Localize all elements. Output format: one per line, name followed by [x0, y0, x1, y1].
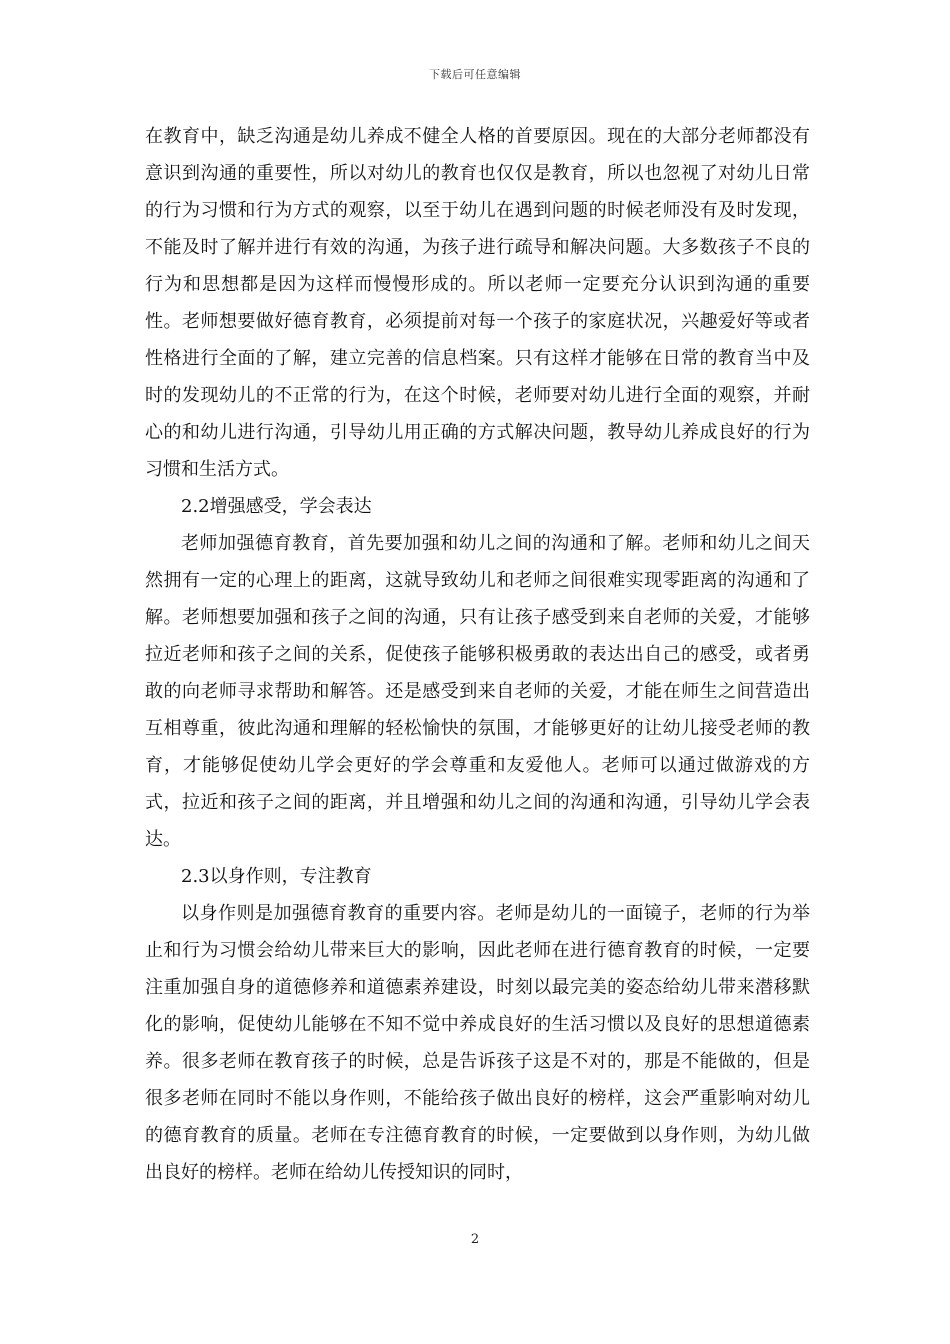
section-heading: 2.2增强感受，学会表达: [181, 496, 372, 517]
body-paragraph: 老师加强德育教育，首先要加强和幼儿之间的沟通和了解。老师和幼儿之间天然拥有一定的心理上的距离，这就导致幼儿和老师之间很难实现零距离的沟通和了解。老师想要加强和孩子之间的沟通，只有让孩子感受到来自老师的关爱，才能够拉近老师和孩子之间的关系，促使孩子能够积极勇敢的表达出自己的感受，或者勇敢的向老师寻求帮助和解答。还是感受到来自老师的关爱，才能在师生之间营造出互相尊重，彼此沟通和理解的轻松愉快的氛围，才能够更好的让幼儿接受老师的教育，才能够促使幼儿学会更好的学会尊重和友爱他人。老师可以通过做游戏的方式，拉近和孩子之间的距离，并且增强和幼儿之间的沟通和沟通，引导幼儿学会表达。: [145, 533, 810, 850]
body-paragraph: 在教育中，缺乏沟通是幼儿养成不健全人格的首要原因。现在的大部分老师都没有意识到沟通的重要性，所以对幼儿的教育也仅仅是教育，所以也忽视了对幼儿日常的行为习惯和行为方式的观察，以至于幼儿在遇到问题的时候老师没有及时发现，不能及时了解并进行有效的沟通，为孩子进行疏导和解决问题。大多数孩子不良的行为和思想都是因为这样而慢慢形成的。所以老师一定要充分认识到沟通的重要性。老师想要做好德育教育，必须提前对每一个孩子的家庭状况，兴趣爱好等或者性格进行全面的了解，建立完善的信息档案。只有这样才能够在日常的教育当中及时的发现幼儿的不正常的行为，在这个时候，老师要对幼儿进行全面的观察，并耐心的和幼儿进行沟通，引导幼儿用正确的方式解决问题，教导幼儿养成良好的行为习惯和生活方式。: [145, 126, 810, 480]
page-header-note: 下载后可任意编辑: [429, 68, 521, 81]
body-paragraph: 以身作则是加强德育教育的重要内容。老师是幼儿的一面镜子，老师的行为举止和行为习惯会给幼儿带来巨大的影响，因此老师在进行德育教育的时候，一定要注重加强自身的道德修养和道德素养建设，时刻以最完美的姿态给幼儿带来潜移默化的影响，促使幼儿能够在不知不觉中养成良好的生活习惯以及良好的思想道德素养。很多老师在教育孩子的时候，总是告诉孩子这是不对的，那是不能做的，但是很多老师在同时不能以身作则，不能给孩子做出良好的榜样，这会严重影响对幼儿的德育教育的质量。老师在专注德育教育的时候，一定要做到以身作则，为幼儿做出良好的榜样。老师在给幼儿传授知识的同时，: [145, 903, 810, 1183]
page-number: 2: [470, 1232, 480, 1247]
section-heading: 2.3以身作则，专注教育: [181, 866, 372, 887]
document-body: [145, 118, 810, 1191]
